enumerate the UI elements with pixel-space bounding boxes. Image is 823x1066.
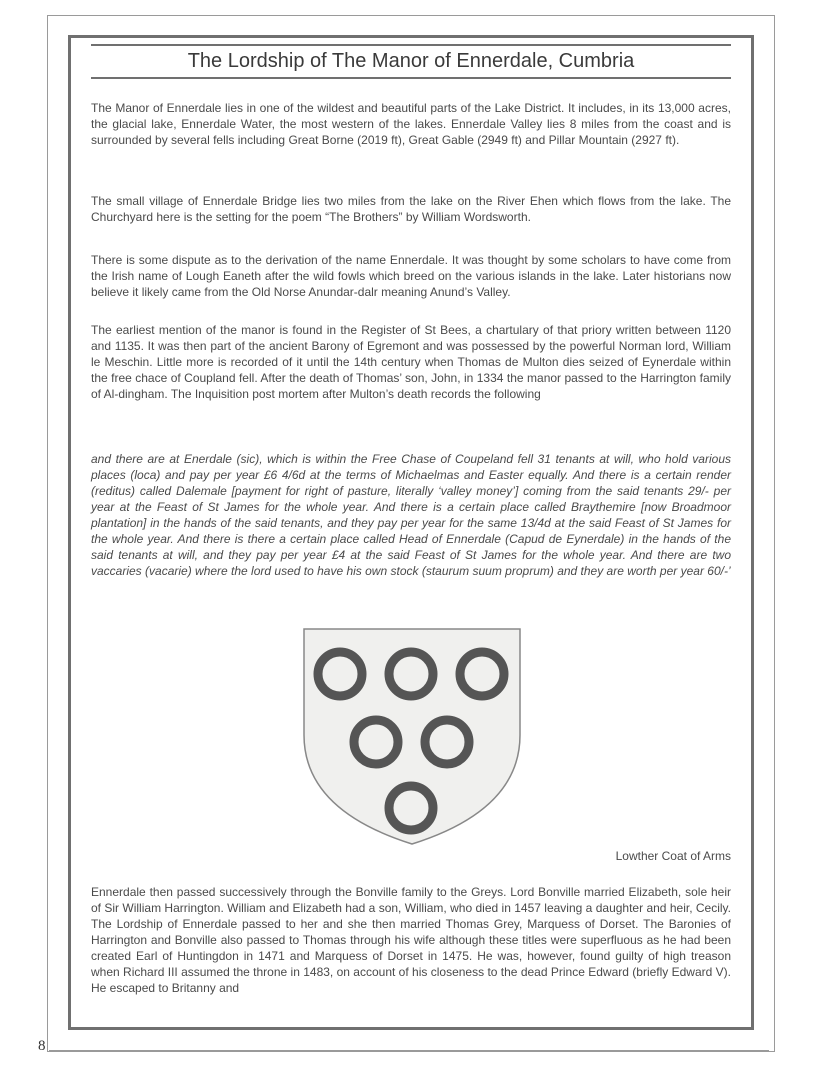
page-title: The Lordship of The Manor of Ennerdale, Cumbria xyxy=(187,50,635,72)
paragraph-name-origin: There is some dispute as to the derivation of the name Ennerdale. It was thought by some scholars to have come from the Irish name of Lough Eaneth after the wild fowls which breed on the various islands in the lake. Later historians now believe it likely came from the Old Norse Anundar-dalr meaning Anund’s Valley. xyxy=(91,253,731,299)
coat-of-arms-image xyxy=(300,625,524,847)
paragraph-village: The small village of Ennerdale Bridge lies two miles from the lake on the River Ehen which flows from the lake. The Churchyard here is the setting for the poem “The Brothers” by William Wordsworth. xyxy=(91,194,731,224)
paragraph-inquisition-quote: and there are at Enerdale (sic), which is within the Free Chase of Coupeland fell 31 tenants at will, who hold various places (loca) and pay per year £6 4/6d at the terms of Michaelmas and Easter equally. And there is a certain render (reditus) called Dalemale [payment for right of pasture, literally ‘valley money’] coming from the said tenants 29/- per year at the Feast of St James for the whole year. And there is a certain place called Braythemire [now Broadmoor plantation] in the hands of the said tenants, and they pay per year for the same 13/4d at the said Feast of St James for the whole year. And there is there a certain place called Head of Ennerdale (Capud de Eynerdale) in the hands of the said tenants at will, and they pay per year £4 at the said Feast of St James for the whole year. And there are two vaccaries (vacarie) where the lord used to have his own stock (staurum suum proprum) and they are worth per year 60/-’ xyxy=(91,452,731,578)
page-number-rule xyxy=(49,1050,769,1051)
shield-outline xyxy=(304,629,520,844)
image-caption: Lowther Coat of Arms xyxy=(615,849,731,863)
paragraph-intro: The Manor of Ennerdale lies in one of the wildest and beautiful parts of the Lake District. It includes, in its 13,000 acres, the glacial lake, Ennerdale Water, the most western of the lakes. Ennerdale Valley lies 8 miles from the coast and is surrounded by several fells including Great Borne (2019 ft), Great Gable (2949 ft) and Pillar Mountain (2927 ft). xyxy=(91,101,731,147)
paragraph-bonville-grey: Ennerdale then passed successively through the Bonville family to the Greys. Lord Bonville married Elizabeth, sole heir of Sir William Harrington. William and Elizabeth had a son, William, who died in 1457 leaving a daughter and heir, Cecily. The Lordship of Ennerdale passed to her and she then married Thomas Grey, Marquess of Dorset. The Baronies of Harrington and Bonville also passed to Thomas through his wife although these titles were superfluous as he had been created Earl of Huntingdon in 1471 and Marquess of Dorset in 1475. He was, however, found guilty of high treason when Richard III assumed the throne in 1483, on account of his closeness to the dead Prince Edward (briefly Edward V). He escaped to Britanny and xyxy=(91,885,731,995)
title-bar xyxy=(91,44,731,79)
paragraph-history: The earliest mention of the manor is found in the Register of St Bees, a chartulary of that priory written between 1120 and 1135. It was then part of the ancient Barony of Egremont and was possessed by the powerful Norman lord, William le Meschin. Little more is recorded of it until the 14th century when Thomas de Multon dies seized of Eynerdale within the free chace of Coupland fell. After the death of Thomas’ son, John, in 1334 the manor passed to the Harrington family of Al-dingham. The Inquisition post mortem after Multon’s death records the following xyxy=(91,323,731,401)
page-number: 8 xyxy=(38,1038,46,1054)
